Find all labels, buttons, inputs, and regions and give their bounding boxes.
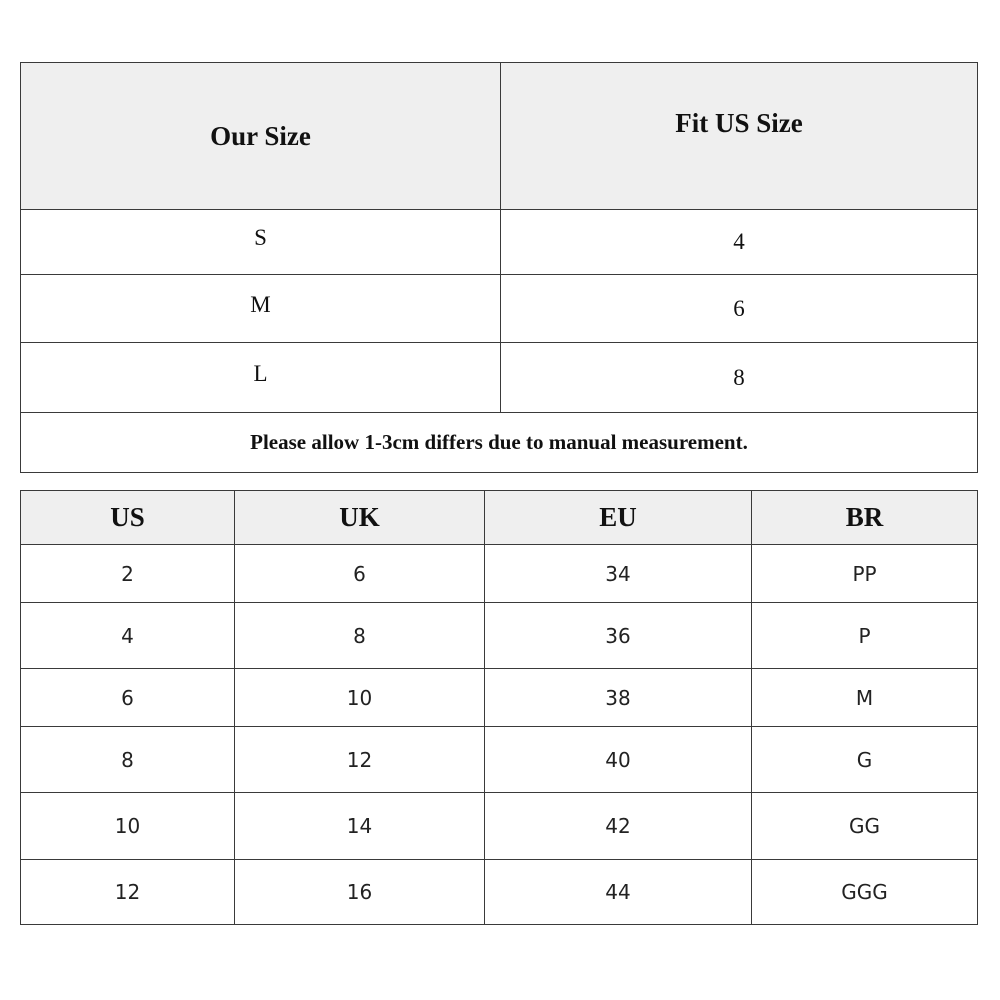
table-row: [21, 727, 978, 793]
fit-us-size-cell: 6: [501, 275, 978, 343]
our-size-table: [20, 62, 978, 473]
header-eu: EU: [485, 491, 752, 545]
us-cell: 6: [21, 669, 235, 727]
table-row: [21, 860, 978, 925]
header-fit-us-size: Fit US Size: [501, 63, 978, 210]
table-row: [21, 669, 978, 727]
uk-cell: 10: [235, 669, 485, 727]
our-size-cell: M: [21, 275, 501, 343]
our-size-cell: L: [21, 343, 501, 413]
measurement-note-row: [21, 413, 978, 473]
us-cell: 2: [21, 545, 235, 603]
table-row: [21, 275, 978, 343]
br-cell: PP: [752, 545, 978, 603]
table-row: [21, 343, 978, 413]
fit-us-size-cell: 8: [501, 343, 978, 413]
eu-cell: 40: [485, 727, 752, 793]
eu-cell: 42: [485, 793, 752, 860]
uk-cell: 6: [235, 545, 485, 603]
size-table-header-row: [21, 63, 978, 210]
uk-cell: 14: [235, 793, 485, 860]
eu-cell: 34: [485, 545, 752, 603]
br-cell: GGG: [752, 860, 978, 925]
table-row: [21, 603, 978, 669]
us-cell: 12: [21, 860, 235, 925]
our-size-cell: S: [21, 210, 501, 275]
br-cell: P: [752, 603, 978, 669]
header-br: BR: [752, 491, 978, 545]
us-cell: 8: [21, 727, 235, 793]
measurement-note: Please allow 1-3cm differs due to manual measurement.: [21, 413, 978, 473]
header-our-size: Our Size: [21, 63, 501, 210]
us-cell: 4: [21, 603, 235, 669]
eu-cell: 36: [485, 603, 752, 669]
conversion-header-row: [21, 491, 978, 545]
fit-us-size-cell: 4: [501, 210, 978, 275]
br-cell: G: [752, 727, 978, 793]
us-cell: 10: [21, 793, 235, 860]
table-row: [21, 793, 978, 860]
uk-cell: 8: [235, 603, 485, 669]
header-uk: UK: [235, 491, 485, 545]
eu-cell: 38: [485, 669, 752, 727]
br-cell: M: [752, 669, 978, 727]
br-cell: GG: [752, 793, 978, 860]
table-row: [21, 210, 978, 275]
table-row: [21, 545, 978, 603]
size-conversion-table: [20, 490, 978, 925]
uk-cell: 12: [235, 727, 485, 793]
header-us: US: [21, 491, 235, 545]
eu-cell: 44: [485, 860, 752, 925]
uk-cell: 16: [235, 860, 485, 925]
